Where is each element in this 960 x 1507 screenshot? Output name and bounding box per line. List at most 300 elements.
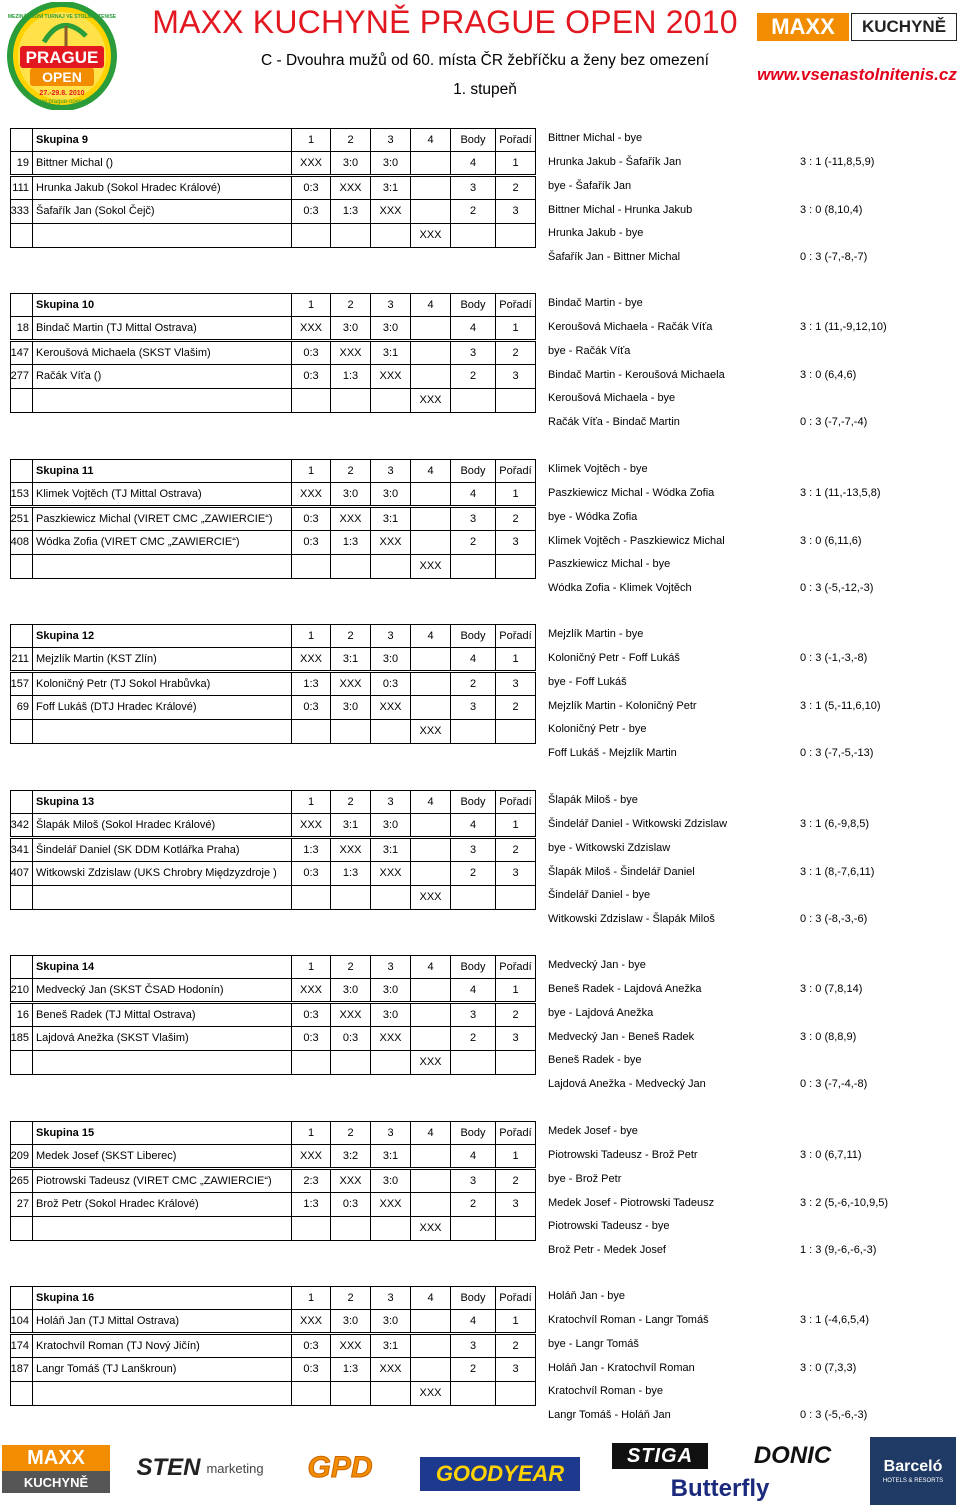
- player-number: 277: [10, 364, 33, 389]
- rank-cell: 2: [495, 341, 536, 365]
- result-cell: XXX: [410, 388, 451, 413]
- table-header-cell: 4: [410, 1121, 451, 1145]
- match-pairing: Brož Petr - Medek Josef: [548, 1244, 666, 1256]
- player-number: 187: [10, 1357, 33, 1382]
- butterfly-logo: Butterfly: [670, 1475, 770, 1502]
- match-pairing: Wódka Zofia - Klimek Vojtěch: [548, 582, 692, 594]
- result-cell: 0:3: [370, 672, 411, 696]
- table-header-cell: Body: [450, 128, 496, 152]
- match-row: [0, 393, 960, 407]
- player-number: 147: [10, 341, 33, 365]
- match-row: [0, 205, 960, 219]
- match-score: 0 : 3 (-7,-8,-7): [800, 251, 868, 263]
- table-header-cell: 1: [291, 459, 331, 483]
- player-name: Wódka Zofia (VIRET CMC „ZAWIERCIE“): [32, 530, 292, 555]
- result-cell: 3:0: [370, 647, 411, 671]
- table-header-cell: 2: [330, 1286, 371, 1310]
- group-name: Skupina 15: [32, 1121, 292, 1145]
- points-cell: 2: [450, 1192, 496, 1217]
- match-score: 3 : 2 (5,-6,-10,9,5): [800, 1197, 889, 1209]
- table-header-cell: Body: [450, 624, 496, 648]
- table-header-cell: 4: [410, 790, 451, 814]
- player-name: Langr Tomáš (TJ Lanškroun): [32, 1357, 292, 1382]
- match-pairing: bye - Brož Petr: [548, 1173, 622, 1185]
- page-subtitle: C - Dvouhra mužů od 60. místa ČR žebříčku a ženy bez omezení: [261, 52, 709, 69]
- table-header-cell: Body: [450, 790, 496, 814]
- table-header-cell: Body: [450, 955, 496, 979]
- player-number: 209: [10, 1144, 33, 1168]
- player-name: Bittner Michal (): [32, 151, 292, 175]
- match-pairing: Kratochvíl Roman - Langr Tomáš: [548, 1314, 709, 1326]
- match-score: 3 : 0 (6,4,6): [800, 369, 857, 381]
- prague-open-logo: [4, 2, 120, 110]
- result-cell: XXX: [410, 223, 451, 248]
- match-pairing: Witkowski Zdzislaw - Šlapák Miloš: [548, 913, 715, 925]
- player-name: Beneš Radek (TJ Mittal Ostrava): [32, 1003, 292, 1027]
- points-cell: 3: [450, 176, 496, 200]
- match-row: [0, 464, 960, 478]
- player-number: 341: [10, 838, 33, 862]
- match-row: [0, 298, 960, 312]
- player-name: Brož Petr (Sokol Hradec Králové): [32, 1192, 292, 1217]
- points-cell: 4: [450, 1144, 496, 1168]
- match-score: 3 : 1 (-11,8,5,9): [800, 156, 875, 168]
- match-row: [0, 417, 960, 431]
- match-row: [0, 583, 960, 597]
- rank-cell: 1: [495, 151, 536, 175]
- result-cell: XXX: [410, 885, 451, 910]
- result-cell: 3:1: [370, 1334, 411, 1358]
- result-cell: XXX: [370, 1357, 411, 1382]
- group-name: Skupina 9: [32, 128, 292, 152]
- result-cell: XXX: [330, 1169, 371, 1193]
- result-cell: 0:3: [291, 1003, 331, 1027]
- player-number: 211: [10, 647, 33, 671]
- table-header-cell: Pořadí: [495, 1121, 536, 1145]
- match-pairing: Piotrowski Tadeusz - bye: [548, 1220, 670, 1232]
- match-row: [0, 1386, 960, 1400]
- player-name: Witkowski Zdzislaw (UKS Chrobry Międzyzdroje ): [32, 861, 292, 886]
- match-row: [0, 133, 960, 147]
- match-score: 3 : 0 (8,8,9): [800, 1031, 857, 1043]
- sten-marketing-logo: STEN marketing: [136, 1454, 264, 1481]
- points-cell: 2: [450, 861, 496, 886]
- group-block: [0, 293, 960, 443]
- match-score: 0 : 3 (-1,-3,-8): [800, 652, 868, 664]
- match-score: 3 : 1 (-4,6,5,4): [800, 1314, 870, 1326]
- points-cell: 3: [450, 507, 496, 531]
- group-name: Skupina 10: [32, 293, 292, 317]
- result-cell: 1:3: [330, 1357, 371, 1382]
- player-number: 210: [10, 978, 33, 1002]
- player-name: Piotrowski Tadeusz (VIRET CMC „ZAWIERCIE“): [32, 1169, 292, 1193]
- result-cell: 0:3: [291, 364, 331, 389]
- points-cell: 3: [450, 695, 496, 720]
- points-cell: 2: [450, 199, 496, 224]
- match-row: [0, 677, 960, 691]
- rank-cell: 1: [495, 1144, 536, 1168]
- result-cell: 3:1: [370, 341, 411, 365]
- match-pairing: bye - Šafařík Jan: [548, 180, 632, 192]
- result-cell: XXX: [370, 364, 411, 389]
- player-number: 16: [10, 1003, 33, 1027]
- table-header-cell: Body: [450, 459, 496, 483]
- player-name: Mejzlík Martin (KST Zlín): [32, 647, 292, 671]
- result-cell: 0:3: [330, 1192, 371, 1217]
- result-cell: 1:3: [291, 1192, 331, 1217]
- result-cell: 3:2: [330, 1144, 371, 1168]
- match-row: [0, 1410, 960, 1424]
- match-pairing: Hrunka Jakub - Šafařík Jan: [548, 156, 682, 168]
- player-number: 174: [10, 1334, 33, 1358]
- result-cell: 1:3: [291, 838, 331, 862]
- match-row: [0, 1198, 960, 1212]
- match-pairing: bye - Foff Lukáš: [548, 676, 627, 688]
- result-cell: XXX: [330, 176, 371, 200]
- table-header-cell: 3: [370, 1286, 411, 1310]
- result-cell: XXX: [410, 1381, 451, 1406]
- player-number: 333: [10, 199, 33, 224]
- result-cell: 3:1: [370, 176, 411, 200]
- match-row: [0, 724, 960, 738]
- match-pairing: Medvecký Jan - Beneš Radek: [548, 1031, 695, 1043]
- table-header-cell: 3: [370, 128, 411, 152]
- match-pairing: Bindač Martin - bye: [548, 297, 643, 309]
- table-header-cell: 3: [370, 955, 411, 979]
- match-pairing: Foff Lukáš - Mejzlík Martin: [548, 747, 677, 759]
- points-cell: 2: [450, 364, 496, 389]
- result-cell: 2:3: [291, 1169, 331, 1193]
- match-row: [0, 1032, 960, 1046]
- result-cell: XXX: [370, 199, 411, 224]
- result-cell: 3:0: [330, 151, 371, 175]
- match-row: [0, 1055, 960, 1069]
- svg-text:OPEN: OPEN: [42, 69, 82, 85]
- points-cell: 2: [450, 530, 496, 555]
- match-row: [0, 960, 960, 974]
- rank-cell: 1: [495, 316, 536, 340]
- group-block: [0, 1121, 960, 1271]
- player-name: Koloničný Petr (TJ Sokol Hrabůvka): [32, 672, 292, 696]
- match-pairing: Koloničný Petr - bye: [548, 723, 647, 735]
- match-pairing: Šafařík Jan - Bittner Michal: [548, 251, 681, 263]
- points-cell: 4: [450, 1309, 496, 1333]
- match-row: [0, 252, 960, 266]
- table-header-cell: Pořadí: [495, 293, 536, 317]
- match-pairing: bye - Langr Tomáš: [548, 1338, 639, 1350]
- match-row: [0, 1079, 960, 1093]
- match-row: [0, 181, 960, 195]
- table-header-cell: 4: [410, 128, 451, 152]
- rank-cell: 2: [495, 1334, 536, 1358]
- group-name: Skupina 14: [32, 955, 292, 979]
- result-cell: 3:1: [370, 1144, 411, 1168]
- points-cell: 3: [450, 1003, 496, 1027]
- match-pairing: Beneš Radek - Lajdová Anežka: [548, 983, 702, 995]
- result-cell: 3:0: [370, 151, 411, 175]
- rank-cell: 2: [495, 838, 536, 862]
- result-cell: XXX: [330, 838, 371, 862]
- match-score: 3 : 1 (8,-7,6,11): [800, 866, 875, 878]
- player-name: Paszkiewicz Michal (VIRET CMC „ZAWIERCIE“): [32, 507, 292, 531]
- match-row: [0, 1174, 960, 1188]
- match-row: [0, 1150, 960, 1164]
- match-score: 3 : 0 (7,8,14): [800, 983, 863, 995]
- player-name: Šindelář Daniel (SK DDM Kotlářka Praha): [32, 838, 292, 862]
- rank-cell: 3: [495, 530, 536, 555]
- match-pairing: Langr Tomáš - Holáň Jan: [548, 1409, 671, 1421]
- rank-cell: 3: [495, 1192, 536, 1217]
- result-cell: XXX: [410, 554, 451, 579]
- player-number: 265: [10, 1169, 33, 1193]
- match-row: [0, 1008, 960, 1022]
- group-name: Skupina 16: [32, 1286, 292, 1310]
- table-header-cell: 4: [410, 459, 451, 483]
- match-pairing: Bindač Martin - Keroušová Michaela: [548, 369, 725, 381]
- match-score: 0 : 3 (-8,-3,-6): [800, 913, 868, 925]
- group-block: [0, 128, 960, 278]
- rank-cell: 3: [495, 1357, 536, 1382]
- result-cell: XXX: [291, 813, 331, 837]
- player-name: Medvecký Jan (SKST ČSAD Hodonín): [32, 978, 292, 1002]
- player-number: 69: [10, 695, 33, 720]
- match-pairing: Holáň Jan - Kratochvíl Roman: [548, 1362, 695, 1374]
- svg-text:www.prague-open.cz: www.prague-open.cz: [33, 99, 91, 105]
- match-pairing: bye - Lajdová Anežka: [548, 1007, 654, 1019]
- player-number: 408: [10, 530, 33, 555]
- match-row: [0, 914, 960, 928]
- rank-cell: 3: [495, 199, 536, 224]
- result-cell: 0:3: [291, 341, 331, 365]
- match-pairing: Račák Víťa - Bindač Martin: [548, 416, 680, 428]
- rank-cell: 2: [495, 1169, 536, 1193]
- points-cell: 4: [450, 316, 496, 340]
- table-header-cell: 2: [330, 128, 371, 152]
- page-header: [0, 0, 960, 118]
- match-pairing: Medek Josef - Piotrowski Tadeusz: [548, 1197, 715, 1209]
- result-cell: XXX: [291, 1309, 331, 1333]
- svg-text:PRAGUE: PRAGUE: [25, 48, 99, 67]
- result-cell: 3:0: [330, 316, 371, 340]
- result-cell: 0:3: [291, 1357, 331, 1382]
- match-pairing: Mejzlík Martin - bye: [548, 628, 644, 640]
- result-cell: 3:1: [370, 838, 411, 862]
- rank-cell: 1: [495, 647, 536, 671]
- result-cell: 3:1: [370, 507, 411, 531]
- maxx-kuchyne-logo: MAXX KUCHYNĚ: [757, 13, 957, 41]
- page-title: MAXX KUCHYNĚ PRAGUE OPEN 2010: [152, 4, 738, 40]
- table-header-cell: Pořadí: [495, 128, 536, 152]
- donic-logo: DONIC: [753, 1442, 832, 1469]
- match-row: [0, 1315, 960, 1329]
- result-cell: 3:0: [330, 978, 371, 1002]
- stiga-logo: STIGA: [612, 1443, 708, 1469]
- match-pairing: Hrunka Jakub - bye: [548, 227, 644, 239]
- match-pairing: bye - Witkowski Zdzislaw: [548, 842, 671, 854]
- match-score: 3 : 0 (6,11,6): [800, 535, 862, 547]
- result-cell: 0:3: [291, 1026, 331, 1051]
- player-number: 407: [10, 861, 33, 886]
- table-header-cell: Pořadí: [495, 790, 536, 814]
- player-name: Račák Víťa (): [32, 364, 292, 389]
- group-block: [0, 790, 960, 940]
- table-header-cell: Body: [450, 1121, 496, 1145]
- result-cell: 0:3: [330, 1026, 371, 1051]
- player-name: Keroušová Michaela (SKST Vlašim): [32, 341, 292, 365]
- points-cell: 4: [450, 482, 496, 506]
- result-cell: 1:3: [330, 861, 371, 886]
- points-cell: 3: [450, 1334, 496, 1358]
- result-cell: 1:3: [330, 364, 371, 389]
- table-header-cell: 2: [330, 955, 371, 979]
- group-name: Skupina 13: [32, 790, 292, 814]
- rank-cell: 3: [495, 672, 536, 696]
- player-number: 185: [10, 1026, 33, 1051]
- table-header-cell: 1: [291, 293, 331, 317]
- match-pairing: Šindelář Daniel - bye: [548, 889, 651, 901]
- rank-cell: 1: [495, 1309, 536, 1333]
- match-score: 3 : 1 (5,-11,6,10): [800, 700, 881, 712]
- result-cell: XXX: [330, 1003, 371, 1027]
- match-pairing: Keroušová Michaela - Račák Víťa: [548, 321, 713, 333]
- match-row: [0, 701, 960, 715]
- match-score: 3 : 1 (11,-9,12,10): [800, 321, 887, 333]
- player-number: 18: [10, 316, 33, 340]
- match-row: [0, 1363, 960, 1377]
- match-row: [0, 488, 960, 502]
- match-row: [0, 536, 960, 550]
- match-pairing: Medek Josef - bye: [548, 1125, 638, 1137]
- result-cell: XXX: [370, 530, 411, 555]
- player-name: Lajdová Anežka (SKST Vlašim): [32, 1026, 292, 1051]
- result-cell: 3:0: [330, 482, 371, 506]
- svg-text:27.-29.8. 2010: 27.-29.8. 2010: [39, 90, 85, 97]
- table-header-cell: 1: [291, 624, 331, 648]
- points-cell: 4: [450, 151, 496, 175]
- rank-cell: 1: [495, 978, 536, 1002]
- result-cell: XXX: [291, 482, 331, 506]
- result-cell: 3:0: [370, 482, 411, 506]
- result-cell: 3:1: [330, 647, 371, 671]
- match-score: 3 : 0 (7,3,3): [800, 1362, 857, 1374]
- match-row: [0, 370, 960, 384]
- match-row: [0, 1221, 960, 1235]
- result-cell: 3:0: [370, 978, 411, 1002]
- result-cell: XXX: [410, 1050, 451, 1075]
- match-row: [0, 1339, 960, 1353]
- match-pairing: Holáň Jan - bye: [548, 1290, 626, 1302]
- result-cell: XXX: [291, 316, 331, 340]
- table-header-cell: 2: [330, 790, 371, 814]
- match-pairing: Kratochvíl Roman - bye: [548, 1385, 663, 1397]
- points-cell: 2: [450, 1026, 496, 1051]
- result-cell: 0:3: [291, 530, 331, 555]
- rank-cell: 3: [495, 861, 536, 886]
- table-header-cell: 1: [291, 955, 331, 979]
- points-cell: 4: [450, 647, 496, 671]
- gpd-logo: GPD: [307, 1451, 373, 1484]
- table-header-cell: Pořadí: [495, 624, 536, 648]
- match-pairing: Klimek Vojtěch - Paszkiewicz Michal: [548, 535, 725, 547]
- match-row: [0, 890, 960, 904]
- table-header-cell: 3: [370, 1121, 411, 1145]
- result-cell: XXX: [370, 1192, 411, 1217]
- match-pairing: Paszkiewicz Michal - bye: [548, 558, 671, 570]
- match-pairing: Šindelář Daniel - Witkowski Zdzislaw: [548, 818, 728, 830]
- match-row: [0, 1126, 960, 1140]
- player-name: Holáň Jan (TJ Mittal Ostrava): [32, 1309, 292, 1333]
- rank-cell: 3: [495, 364, 536, 389]
- player-name: Bindač Martin (TJ Mittal Ostrava): [32, 316, 292, 340]
- result-cell: 3:0: [370, 1309, 411, 1333]
- table-header-cell: 2: [330, 1121, 371, 1145]
- rank-cell: 2: [495, 1003, 536, 1027]
- player-name: Foff Lukáš (DTJ Hradec Králové): [32, 695, 292, 720]
- maxx-sponsor-logo: MAXX KUCHYNĚ: [2, 1445, 110, 1493]
- match-pairing: Koloničný Petr - Foff Lukáš: [548, 652, 680, 664]
- sponsors-bar: [0, 1433, 960, 1507]
- result-cell: 0:3: [291, 1334, 331, 1358]
- rank-cell: 1: [495, 813, 536, 837]
- result-cell: 3:0: [370, 813, 411, 837]
- match-pairing: Paszkiewicz Michal - Wódka Zofia: [548, 487, 715, 499]
- table-header-cell: 1: [291, 1286, 331, 1310]
- result-cell: XXX: [410, 719, 451, 744]
- match-pairing: Keroušová Michaela - bye: [548, 392, 676, 404]
- table-header-cell: 2: [330, 459, 371, 483]
- player-name: Klimek Vojtěch (TJ Mittal Ostrava): [32, 482, 292, 506]
- table-header-cell: 4: [410, 624, 451, 648]
- result-cell: 0:3: [291, 199, 331, 224]
- group-block: [0, 1286, 960, 1436]
- result-cell: XXX: [330, 341, 371, 365]
- match-row: [0, 322, 960, 336]
- match-row: [0, 559, 960, 573]
- result-cell: 1:3: [291, 672, 331, 696]
- result-cell: 3:0: [370, 316, 411, 340]
- result-cell: XXX: [330, 507, 371, 531]
- match-pairing: Klimek Vojtěch - bye: [548, 463, 648, 475]
- table-header-cell: 1: [291, 128, 331, 152]
- result-cell: XXX: [291, 1144, 331, 1168]
- points-cell: 3: [450, 341, 496, 365]
- rank-cell: 2: [495, 695, 536, 720]
- table-header-cell: 3: [370, 624, 411, 648]
- match-score: 0 : 3 (-5,-6,-3): [800, 1409, 868, 1421]
- match-pairing: Medvecký Jan - bye: [548, 959, 646, 971]
- match-pairing: Bittner Michal - bye: [548, 132, 643, 144]
- player-number: 153: [10, 482, 33, 506]
- match-row: [0, 512, 960, 526]
- result-cell: 1:3: [330, 530, 371, 555]
- player-name: Medek Josef (SKST Liberec): [32, 1144, 292, 1168]
- player-name: Hrunka Jakub (Sokol Hradec Králové): [32, 176, 292, 200]
- result-cell: 3:0: [330, 695, 371, 720]
- table-header-cell: Pořadí: [495, 1286, 536, 1310]
- round-label: 1. stupeň: [453, 81, 517, 98]
- match-pairing: Beneš Radek - bye: [548, 1054, 642, 1066]
- result-cell: XXX: [291, 151, 331, 175]
- goodyear-logo: GOODYEAR: [420, 1457, 580, 1491]
- table-header-cell: Body: [450, 293, 496, 317]
- result-cell: 0:3: [291, 695, 331, 720]
- table-header-cell: 1: [291, 790, 331, 814]
- rank-cell: 1: [495, 482, 536, 506]
- points-cell: 4: [450, 978, 496, 1002]
- match-score: 0 : 3 (-7,-5,-13): [800, 747, 874, 759]
- table-header-cell: 4: [410, 1286, 451, 1310]
- match-score: 1 : 3 (9,-6,-6,-3): [800, 1244, 877, 1256]
